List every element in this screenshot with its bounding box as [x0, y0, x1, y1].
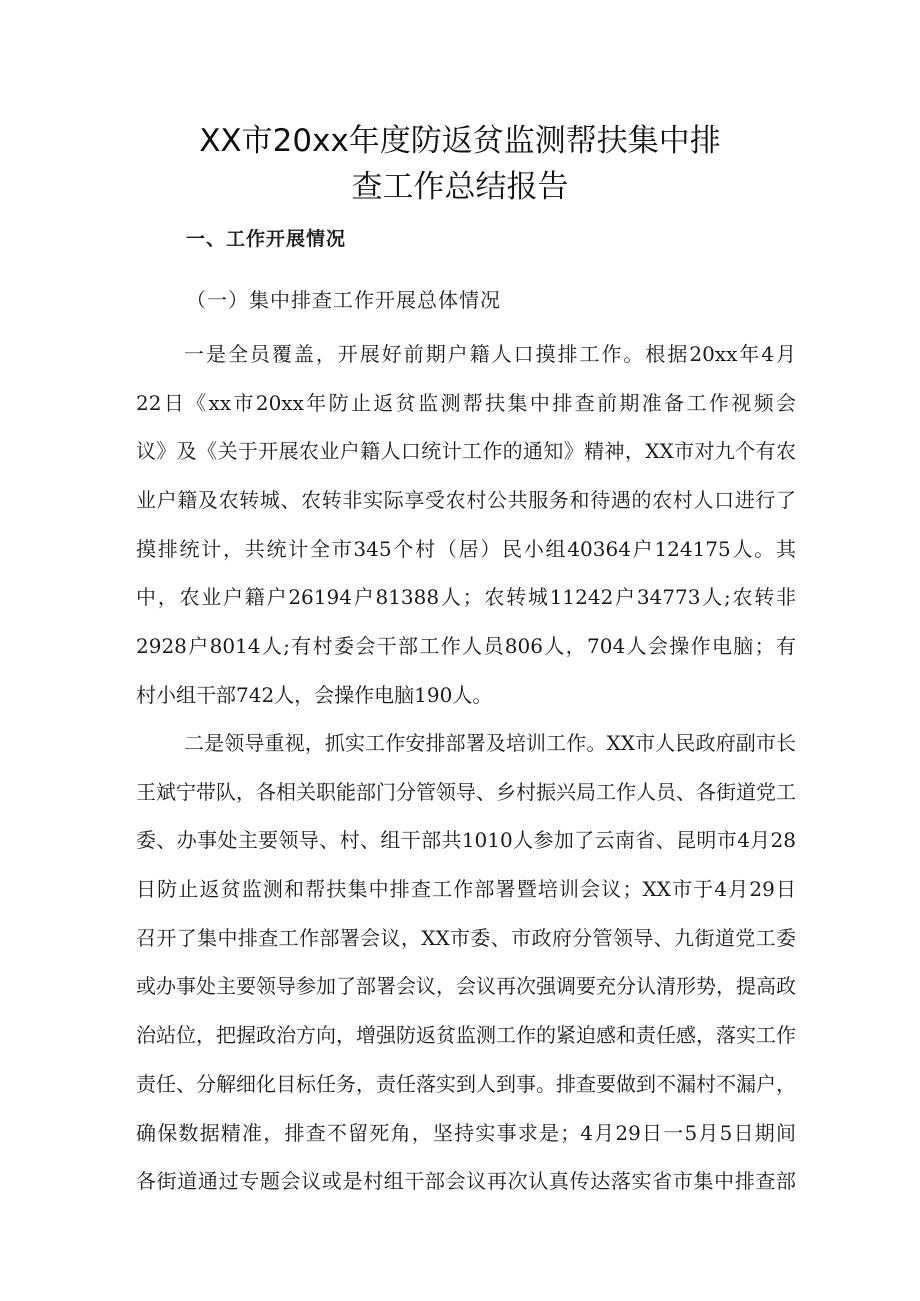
paragraph-line: 召开了集中排查工作部署会议，XX市委、市政府分管领导、九街道党工委 — [136, 925, 796, 950]
paragraph-line: 委、办事处主要领导、村、组干部共1010人参加了云南省、昆明市4月28 — [136, 828, 796, 853]
title-line: XX市20xx年度防返贫监测帮扶集中排 — [199, 123, 721, 159]
title-line: 查工作总结报告 — [351, 169, 569, 205]
paragraph-line: 治站位，把握政治方向，增强防返贫监测工作的紧迫感和责任感，落实工作 — [136, 1023, 796, 1048]
section-heading: 一、工作开展情况 — [186, 228, 347, 250]
paragraph-line: 2928户8014人;有村委会干部工作人员806人，704人会操作电脑；有 — [136, 634, 796, 659]
paragraph-line: 一是全员覆盖，开展好前期户籍人口摸排工作。根据20xx年4月 — [184, 342, 796, 366]
paragraph-line: 村小组干部742人，会操作电脑190人。 — [136, 682, 493, 707]
document-title — [100, 118, 820, 210]
paragraph-line: 22日《xx市20xx年防止返贫监测帮扶集中排查前期准备工作视频会 — [136, 390, 796, 415]
paragraph-line: 王斌宁带队，各相关职能部门分管领导、乡村振兴局工作人员、各街道党工 — [136, 779, 796, 804]
paragraph-1 — [136, 330, 796, 720]
paragraph-line: 各街道通过专题会议或是村组干部会议再次认真传达落实省市集中排查部 — [136, 1169, 796, 1194]
paragraph-2 — [136, 719, 796, 1206]
paragraph-line: 议》及《关于开展农业户籍人口统计工作的通知》精神，XX市对九个有农 — [136, 439, 796, 464]
paragraph-line: 日防止返贫监测和帮扶集中排查工作部署暨培训会议；XX市于4月29日 — [136, 877, 796, 902]
paragraph-line: 摸排统计，共统计全市345个村（居）民小组40364户124175人。其 — [136, 536, 796, 561]
paragraph-line: 中，农业户籍户26194户81388人；农转城11242户34773人;农转非 — [136, 585, 796, 610]
subsection-heading: （一）集中排查工作开展总体情况 — [186, 288, 501, 312]
paragraph-line: 确保数据精准，排查不留死角，坚持实事求是；4月29日一5月5日期间 — [136, 1120, 796, 1145]
paragraph-line: 二是领导重视，抓实工作安排部署及培训工作。XX市人民政府副市长 — [184, 731, 796, 755]
paragraph-line: 或办事处主要领导参加了部署会议，会议再次强调要充分认清形势，提高政 — [136, 974, 796, 999]
paragraph-line: 业户籍及农转城、农转非实际享受农村公共服务和待遇的农村人口进行了 — [136, 488, 796, 513]
paragraph-line: 责任、分解细化目标任务，责任落实到人到事。排查要做到不漏村不漏户， — [136, 1071, 796, 1096]
